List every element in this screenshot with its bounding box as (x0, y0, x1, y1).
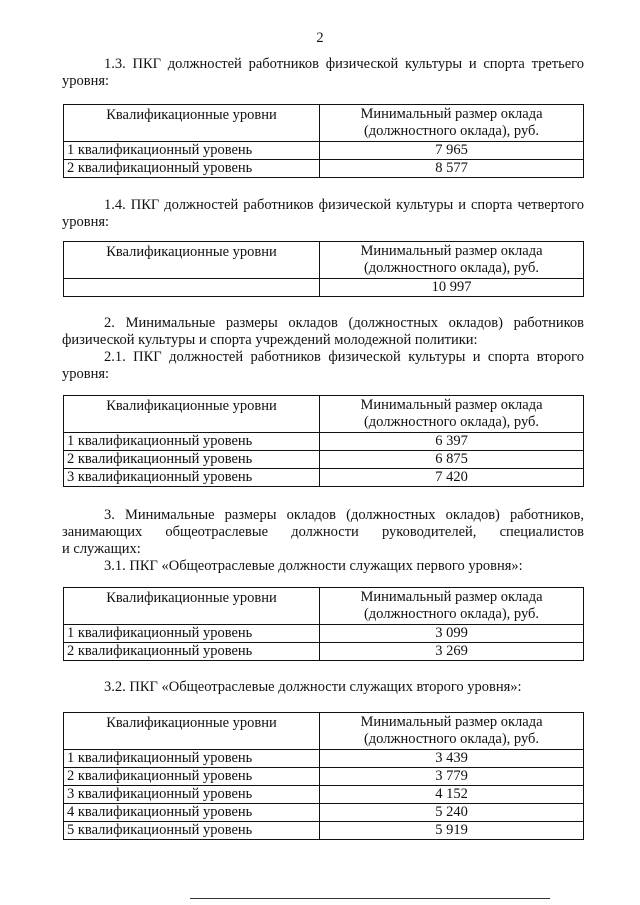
level-cell: 2 квалификационный уровень (64, 451, 320, 469)
salary-cell: 5 240 (320, 804, 584, 822)
column-header-salary: Минимальный размер оклада (должностного оклада), руб. (320, 242, 584, 279)
level-cell: 1 квалификационный уровень (64, 433, 320, 451)
column-header-salary: Минимальный размер оклада (должностного оклада), руб. (320, 105, 584, 142)
level-cell: 3 квалификационный уровень (64, 786, 320, 804)
table-row (64, 469, 584, 487)
salary-cell: 3 269 (320, 643, 584, 661)
table-row (64, 768, 584, 786)
section-2 (62, 315, 584, 487)
column-header-levels: Квалификационные уровни (64, 713, 320, 750)
section-heading: 1.4. ПКГ должностей работников физической культуры и спорта четвертого уровня: (62, 197, 584, 230)
level-cell: 3 квалификационный уровень (64, 469, 320, 487)
page-number: 2 (316, 30, 324, 46)
section-3 (62, 507, 584, 661)
salary-table (63, 712, 584, 840)
column-header-levels: Квалификационные уровни (64, 242, 320, 279)
section-3-2 (62, 679, 584, 840)
table-row (64, 451, 584, 469)
table-row (64, 643, 584, 661)
column-header-salary: Минимальный размер оклада (должностного оклада), руб. (320, 713, 584, 750)
table-row (64, 160, 584, 178)
table-header-row (64, 588, 584, 625)
salary-cell: 3 099 (320, 625, 584, 643)
section-heading: 3.1. ПКГ «Общеотраслевые должности служащих первого уровня»: (104, 558, 523, 574)
table-row (64, 786, 584, 804)
table-row (64, 750, 584, 768)
paragraph-3-line-3: и служащих: (62, 541, 141, 557)
salary-cell: 7 420 (320, 469, 584, 487)
salary-cell: 3 439 (320, 750, 584, 768)
salary-cell: 7 965 (320, 142, 584, 160)
column-header-levels: Квалификационные уровни (64, 105, 320, 142)
level-cell: 2 квалификационный уровень (64, 643, 320, 661)
salary-cell: 5 919 (320, 822, 584, 840)
section-heading: 3.2. ПКГ «Общеотраслевые должности служащих второго уровня»: (104, 679, 522, 695)
column-header-salary: Минимальный размер оклада (должностного оклада), руб. (320, 588, 584, 625)
section-1-4 (62, 197, 584, 297)
column-header-salary: Минимальный размер оклада (должностного оклада), руб. (320, 396, 584, 433)
salary-cell: 8 577 (320, 160, 584, 178)
level-cell (64, 279, 320, 297)
table-row (64, 822, 584, 840)
salary-table (63, 587, 584, 661)
level-cell: 2 квалификационный уровень (64, 160, 320, 178)
table-header-row (64, 713, 584, 750)
salary-table (63, 395, 584, 487)
table-row (64, 625, 584, 643)
table-row (64, 279, 584, 297)
level-cell: 1 квалификационный уровень (64, 750, 320, 768)
salary-cell: 6 397 (320, 433, 584, 451)
salary-cell: 3 779 (320, 768, 584, 786)
table-header-row (64, 242, 584, 279)
level-cell: 1 квалификационный уровень (64, 142, 320, 160)
table-header-row (64, 396, 584, 433)
table-row (64, 433, 584, 451)
salary-cell: 4 152 (320, 786, 584, 804)
level-cell: 5 квалификационный уровень (64, 822, 320, 840)
section-heading: 2.1. ПКГ должностей работников физической культуры и спорта второго уровня: (62, 349, 584, 382)
section-1-3 (62, 56, 584, 178)
salary-cell: 10 997 (320, 279, 584, 297)
column-header-levels: Квалификационные уровни (64, 588, 320, 625)
salary-cell: 6 875 (320, 451, 584, 469)
level-cell: 2 квалификационный уровень (64, 768, 320, 786)
table-row (64, 804, 584, 822)
paragraph-3-line-1: 3. Минимальные размеры окладов (должностных окладов) работников, (104, 507, 584, 523)
column-header-levels: Квалификационные уровни (64, 396, 320, 433)
table-header-row (64, 105, 584, 142)
level-cell: 1 квалификационный уровень (64, 625, 320, 643)
salary-table (63, 241, 584, 297)
bottom-divider (190, 898, 550, 899)
paragraph-3-line-2: занимающих общеотраслевые должности руководителей, специалистов (62, 524, 584, 540)
salary-table (63, 104, 584, 178)
level-cell: 4 квалификационный уровень (64, 804, 320, 822)
section-heading: 1.3. ПКГ должностей работников физической культуры и спорта третьего уровня: (62, 56, 584, 89)
paragraph-2: 2. Минимальные размеры окладов (должностных окладов) работников физической культуры и спорта учреждений молодежной политики: (62, 315, 584, 348)
table-row (64, 142, 584, 160)
